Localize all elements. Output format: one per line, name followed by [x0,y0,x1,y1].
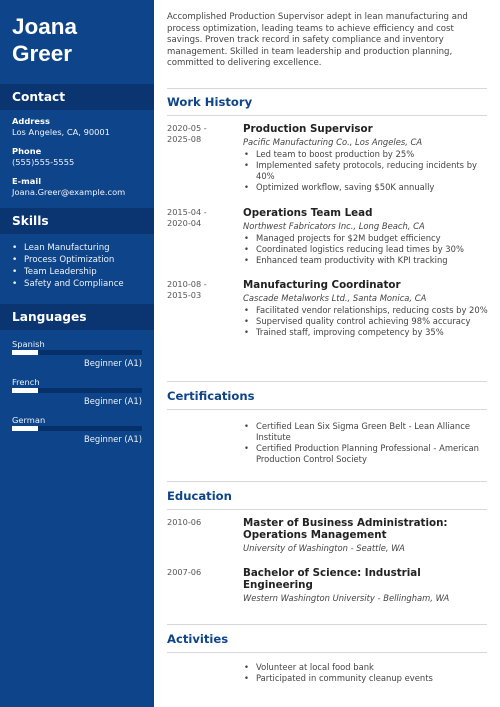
language-proficiency-fill [12,426,38,431]
languages-heading: Languages [0,304,154,330]
job-title: Manufacturing Coordinator [243,279,401,291]
job-employer: Cascade Metalworks Ltd., Santa Monica, CA [243,293,427,303]
job-start: 2015-04 - 2020-04 [167,207,207,228]
first-name: Joana [12,14,78,39]
language-proficiency-bar [12,388,142,393]
job-title: Operations Team Lead [243,207,373,219]
activities-list [243,662,490,684]
language-item [12,416,142,445]
address-value: Los Angeles, CA, 90001 [12,127,110,137]
main-content [154,0,500,707]
professional-summary: Accomplished Production Supervisor adept in lean manufacturing and process optimization, leading teams to achieve efficiency and cost savings. Proven track record in safety compliance and inventory management. Skilled in team leadership and production planning, committed to delivering excellence. [167,12,468,69]
language-level: Beginner (A1) [83,358,142,368]
skills-list [0,234,154,290]
work-history-heading: Work History [167,95,253,109]
language-name: Spanish [12,339,45,349]
divider [167,509,487,510]
certifications-heading: Certifications [167,389,255,403]
language-proficiency-fill [12,350,38,355]
school-name: Western Washington University - Bellingham, WA [243,593,450,603]
skill-item: • Lean Manufacturing [12,242,142,254]
job-bullet: • Trained staff, improving competency by 35% [243,327,490,338]
skill-item: • Team Leadership [12,266,142,278]
phone-value: (555)555-5555 [12,157,75,167]
degree-title: Master of Business Administration: Operations Management [243,517,448,541]
divider [167,115,487,116]
activity-item: • Volunteer at local food bank [243,662,490,673]
job-bullet: • Enhanced team productivity with KPI tracking [243,255,490,266]
skill-item: • Process Optimization [12,254,142,266]
language-proficiency-bar [12,426,142,431]
language-level: Beginner (A1) [83,396,142,406]
divider [167,88,487,89]
email-label: E-mail [12,176,42,186]
certification-list [243,421,490,465]
skill-item: • Safety and Compliance [12,278,142,290]
language-item [12,340,142,369]
school-name: University of Washington - Seattle, WA [243,543,405,553]
job-employer: Pacific Manufacturing Co., Los Angeles, CA [243,137,423,147]
job-dates [167,279,237,301]
job-bullets [243,149,490,193]
job-dates [167,207,237,229]
degree-title: Bachelor of Science: Industrial Engineering [243,567,421,591]
job-bullet: • Supervised quality control achieving 98% accuracy [243,316,490,327]
certification-item: • Certified Lean Six Sigma Green Belt - Lean Alliance Institute [243,421,490,443]
job-bullets [243,233,490,266]
candidate-name [0,0,154,67]
job-bullet: • Led team to boost production by 25% [243,149,490,160]
divider [167,652,487,653]
last-name: Greer [12,41,73,66]
language-level: Beginner (A1) [83,434,142,444]
languages-section [0,330,154,445]
language-name: German [12,415,46,425]
skills-heading: Skills [0,208,154,234]
divider [167,481,487,482]
job-start: 2020-05 - 2025-08 [167,123,207,144]
divider [167,624,487,625]
language-proficiency-bar [12,350,142,355]
job-bullets [243,305,490,338]
language-item [12,378,142,407]
language-name: French [12,377,40,387]
activities-heading: Activities [167,632,229,646]
certification-item: • Certified Production Planning Professional - American Production Control Society [243,443,490,465]
activity-item: • Participated in community cleanup events [243,673,490,684]
sidebar [0,0,154,707]
email-value[interactable]: Joana.Greer@example.com [12,187,126,197]
job-employer: Northwest Fabricators Inc., Long Beach, CA [243,221,425,231]
job-bullet: • Optimized workflow, saving $50K annually [243,182,490,193]
job-bullet: • Managed projects for $2M budget efficiency [243,233,490,244]
education-heading: Education [167,489,232,503]
job-start: 2010-08 - 2015-03 [167,279,207,300]
divider [167,381,487,382]
contact-heading: Contact [0,84,154,110]
divider [167,409,487,410]
phone-label: Phone [12,146,42,156]
job-dates [167,123,237,145]
address-label: Address [12,116,50,126]
job-bullet: • Facilitated vendor relationships, reducing costs by 20% [243,305,490,316]
language-proficiency-fill [12,388,38,393]
education-date: 2010-06 [167,517,202,527]
contact-section [0,110,154,198]
education-date: 2007-06 [167,567,202,577]
job-bullet: • Coordinated logistics reducing lead times by 30% [243,244,490,255]
job-title: Production Supervisor [243,123,373,135]
job-bullet: • Implemented safety protocols, reducing incidents by 40% [243,160,490,182]
